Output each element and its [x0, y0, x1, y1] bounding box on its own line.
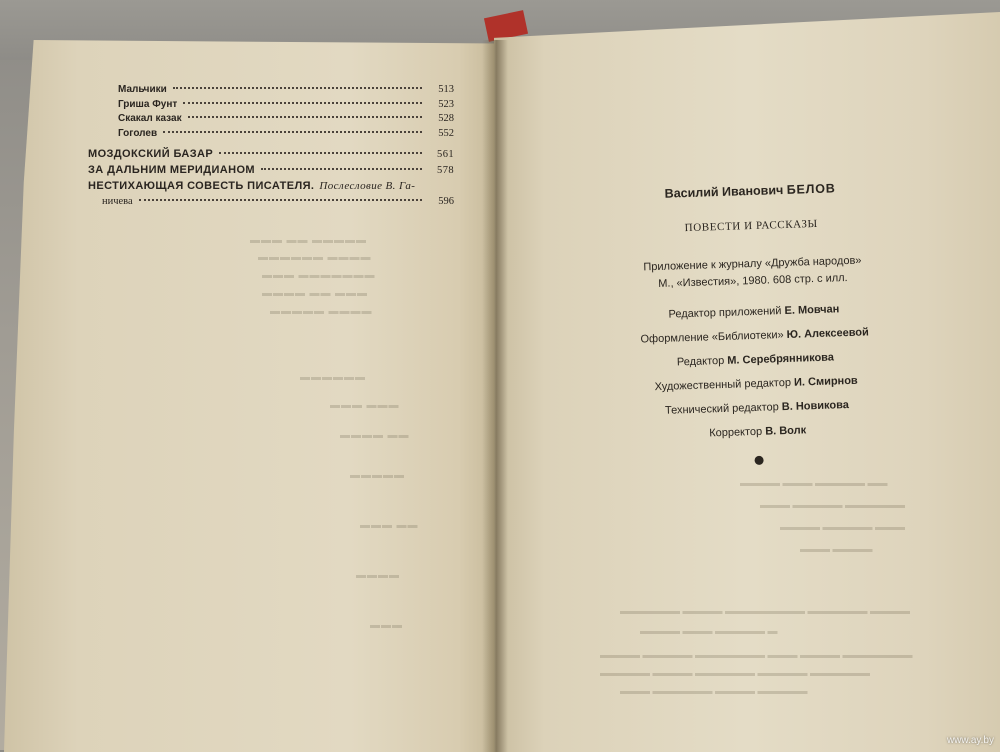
show-through-text: ▬▬▬ ▬▬▬ — [330, 400, 400, 411]
show-through-text: ▬▬▬ ▬▬▬▬▬▬ ▬▬▬▬ ▬▬▬▬▬ — [620, 686, 808, 697]
toc-leader-dots — [163, 131, 422, 133]
credit-line — [565, 324, 945, 348]
book-gutter — [482, 40, 508, 752]
toc-entry-title: ЗА ДАЛЬНИМ МЕРИДИАНОМ — [88, 164, 255, 176]
credit-name: В. Волк — [765, 424, 807, 438]
show-through-text: ▬▬▬ — [370, 620, 403, 631]
show-through-text: ▬▬▬▬ ▬▬ — [340, 430, 410, 441]
toc-entry-page: 513 — [438, 84, 454, 95]
toc-leader-dots — [188, 116, 422, 118]
watermark: www.ay.by — [946, 735, 994, 746]
publication-note-line: Приложение к журналу «Дружба народов» — [643, 254, 862, 274]
show-through-text: ▬▬▬▬▬▬ — [300, 372, 366, 383]
publication-note-line: М., «Известия», 1980. 608 стр. с илл. — [658, 272, 848, 290]
credit-role: Редактор — [676, 354, 725, 369]
toc-entry-page: 523 — [438, 98, 454, 110]
show-through-text: ▬▬▬▬▬ — [350, 470, 405, 481]
toc-leader-dots — [139, 199, 422, 201]
toc-entry — [88, 84, 454, 99]
publication-note — [562, 250, 943, 296]
toc-entry — [88, 99, 454, 114]
toc-entry — [88, 148, 454, 164]
toc-entry-page: 528 — [438, 113, 454, 124]
credit-role: Корректор — [709, 425, 763, 440]
credit-line — [565, 348, 945, 372]
toc-entry — [88, 113, 454, 128]
show-through-text: ▬▬▬ ▬▬ — [360, 520, 419, 531]
show-through-text: ▬▬▬▬ ▬▬▬ ▬▬▬▬▬ ▬ — [640, 626, 778, 637]
credit-name: М. Серебрянникова — [727, 351, 835, 367]
show-through-text: ▬▬▬ ▬▬▬▬▬ ▬▬▬▬▬▬ — [760, 500, 905, 511]
credit-role: Оформление «Библиотеки» — [640, 329, 784, 346]
author-surname: БЕЛОВ — [786, 181, 836, 197]
toc-entry-afterword — [88, 180, 454, 196]
show-through-text: ▬▬▬▬▬ ▬▬▬▬ — [270, 306, 373, 317]
credit-line — [566, 372, 946, 396]
show-through-text: ▬▬▬▬ ▬▬▬▬▬ ▬▬▬▬▬▬▬ ▬▬▬ ▬▬▬▬ ▬▬▬▬▬▬▬ — [600, 650, 913, 661]
show-through-text: ▬▬▬▬ ▬▬▬▬▬ ▬▬▬ — [780, 522, 905, 533]
toc-leader-dots — [183, 102, 422, 104]
toc-entry-title: Гриша Фунт — [118, 98, 178, 110]
toc-leader-dots — [173, 87, 422, 89]
toc-entry-title: Гоголев — [118, 127, 158, 139]
show-through-text: ▬▬▬ ▬▬▬▬▬▬▬ — [262, 270, 376, 281]
show-through-text: ▬▬▬ ▬▬▬▬ — [800, 544, 873, 555]
toc-leader-dots — [261, 168, 422, 170]
show-through-text: ▬▬▬▬ ▬▬ ▬▬▬ — [262, 288, 368, 299]
credit-role: Художественный редактор — [654, 376, 792, 394]
credit-role: Редактор приложений — [668, 305, 782, 321]
toc-entry-note: Послесловие В. Га- — [319, 180, 416, 192]
bullet-mark — [754, 456, 763, 465]
credit-line — [564, 300, 944, 324]
show-through-text: ▬▬▬▬▬▬ ▬▬▬▬ — [258, 252, 372, 263]
toc-entry-title-cont: ничева — [102, 196, 133, 207]
toc-entry-title: Скакал казак — [118, 113, 182, 124]
credit-name: Ю. Алексеевой — [786, 326, 870, 341]
colophon — [560, 178, 949, 471]
table-of-contents — [88, 84, 454, 211]
author-name: Василий Иванович — [664, 182, 784, 201]
toc-entry — [88, 128, 454, 143]
toc-entry-title: НЕСТИХАЮЩАЯ СОВЕСТЬ ПИСАТЕЛЯ. — [88, 180, 315, 192]
show-through-text: ▬▬▬▬▬▬ ▬▬▬▬ ▬▬▬▬▬▬▬▬ ▬▬▬▬▬▬ ▬▬▬▬ — [620, 606, 910, 617]
show-through-text: ▬▬▬ ▬▬ ▬▬▬▬▬ — [250, 235, 367, 246]
credit-line — [567, 396, 947, 420]
credit-name: В. Новикова — [781, 399, 850, 414]
toc-entry-title: МОЗДОКСКИЙ БАЗАР — [88, 148, 214, 160]
show-through-text: ▬▬▬▬ — [356, 570, 400, 581]
toc-leader-dots — [219, 152, 422, 154]
toc-entry-page: 578 — [437, 165, 454, 176]
toc-entry-page: 596 — [438, 196, 454, 207]
book-title: ПОВЕСТИ И РАССКАЗЫ — [684, 217, 818, 235]
toc-entry-continuation — [88, 196, 454, 211]
show-through-text: ▬▬▬▬▬ ▬▬▬▬ ▬▬▬▬▬▬ ▬▬▬▬▬ ▬▬▬▬▬▬ — [600, 668, 870, 679]
credit-line — [568, 420, 948, 444]
credit-name: И. Смирнов — [793, 374, 858, 389]
toc-entry-page: 552 — [438, 127, 454, 139]
toc-entry-page: 561 — [437, 149, 454, 160]
toc-entry — [88, 164, 454, 180]
credit-role: Технический редактор — [664, 401, 779, 417]
show-through-text: ▬▬▬▬ ▬▬▬ ▬▬▬▬▬ ▬▬ — [740, 478, 888, 489]
toc-entry-title: Мальчики — [118, 84, 167, 95]
credit-name: Е. Мовчан — [784, 303, 840, 318]
